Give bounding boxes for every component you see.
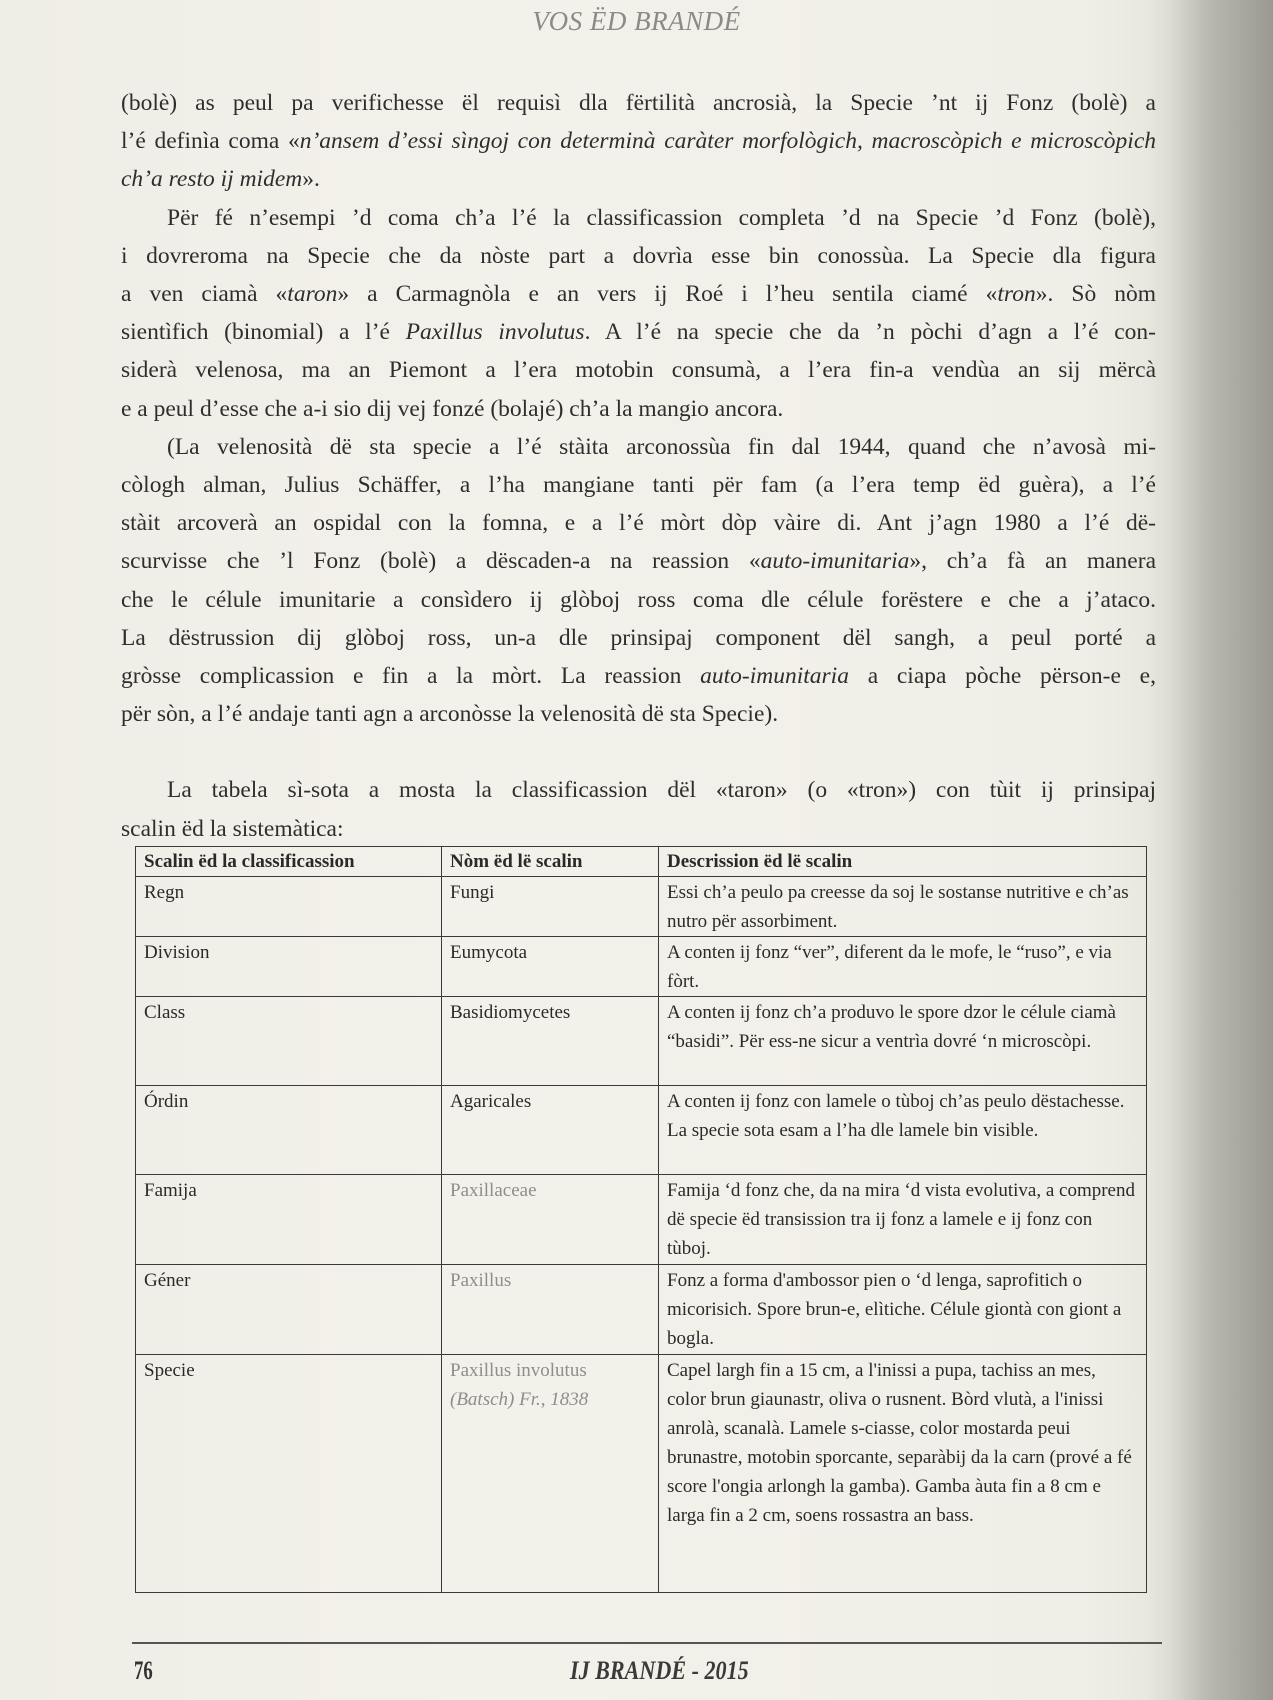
text-line: La tabela sì-sota a mosta la classificassion dël «taron» (o «tron») con tùit ij prinsipaj	[167, 777, 1156, 804]
definition-quote: n’ansem d’essi sìngoj con determinà caràter morfològich, macroscòpich e microscòpich	[299, 128, 1157, 155]
paragraph-3	[121, 428, 1156, 734]
running-head: VOS ËD BRANDÉ	[532, 6, 741, 36]
common-name-tron: tron	[997, 281, 1036, 308]
table-row	[136, 937, 1147, 997]
text-line: scalin ëd la sistemàtica:	[121, 815, 344, 842]
description-cell: Essi ch’a peulo pa creesse da soj le sostanse nutritive e ch’as nutro për assorbiment.	[659, 877, 1147, 937]
table-row	[136, 1355, 1147, 1593]
name-cell: Paxillaceae	[442, 1175, 659, 1265]
table-row	[136, 1086, 1147, 1175]
table-header-row	[136, 847, 1147, 877]
column-header-description: Descrission ëd lë scalin	[659, 847, 1147, 877]
description-cell: Famija ‘d fonz che, da na mira ‘d vista evolutiva, a comprend dë specie ëd transission tra ij fonz a lamele e ij fonz con tùboj.	[659, 1175, 1147, 1265]
table-row	[136, 1175, 1147, 1265]
name-cell	[442, 1355, 659, 1593]
common-name-taron: taron	[287, 281, 338, 308]
table-row	[136, 1265, 1147, 1355]
rank-cell: Specie	[136, 1355, 442, 1593]
text-span: gròsse complicassion e fin a la mòrt. La reassion	[121, 663, 701, 690]
species-authority: (Batsch) Fr., 1838	[450, 1389, 589, 1410]
text-line: còlogh alman, Julius Schäffer, a l’ha mangiane tanti për fam (a l’era temp ëd guèra), a l’é	[121, 472, 1156, 499]
name-cell: Basidiomycetes	[442, 997, 659, 1086]
text-line: e a peul d’esse che a-i sio dij vej fonzé (bolajé) ch’a la mangio ancora.	[121, 395, 784, 422]
text-line: i dovreroma na Specie che da nòste part a dovrìa esse bin conossùa. La Specie dla figura	[121, 242, 1156, 269]
text-span: a ven ciamà «	[121, 281, 288, 308]
rank-cell: Class	[136, 997, 442, 1086]
description-cell: A conten ij fonz “ver”, diferent da le mofe, le “ruso”, e via fòrt.	[659, 937, 1147, 997]
footer-rule	[132, 1642, 1162, 1644]
text-line: për sòn, a l’é andaje tanti agn a arconòsse la velenosità dë sta Specie).	[121, 701, 779, 728]
text-line	[121, 657, 1156, 695]
text-line: che le célule imunitarie a consìdero ij glòboj ross coma dle célule forëstere e che a j’ataco.	[121, 586, 1156, 613]
rank-cell: Division	[136, 937, 442, 997]
description-cell: Capel largh fin a 15 cm, a l'inissi a pupa, tachiss an mes, color brun giaunastr, oliva o rusnent. Bòrd vlutà, a l'inissi anrolà, scanalà. Lamele s-ciasse, color mostarda peui brunastre, motobin sporcante, separàbij da la carn (prové a fé score l'ongia arlongh la gamba). Gamba àuta fin a 8 cm e larga fin a 2 cm, soens rossastra an bass.	[659, 1355, 1147, 1593]
classification-table	[135, 846, 1147, 1593]
text-span: a ciapa pòche përson-e e,	[848, 663, 1156, 690]
text-span: ».	[302, 166, 320, 193]
text-line: (bolè) as peul pa verifichesse ël requisì dla fërtilità ancrosià, la Specie ’nt ij Fonz (bolè) a	[121, 90, 1156, 116]
rank-cell: Géner	[136, 1265, 442, 1355]
column-header-name: Nòm ëd lë scalin	[442, 847, 659, 877]
table-row	[136, 877, 1147, 937]
paragraph-1	[121, 84, 1156, 199]
paragraph-4	[121, 771, 1156, 847]
name-cell: Agaricales	[442, 1086, 659, 1175]
species-binomial: Paxillus involutus	[450, 1360, 587, 1381]
text-span: » a Carmagnòla e an vers ij Roé i l’heu sentila ciamé «	[337, 281, 998, 308]
text-line: stàit arcoverà an ospidal con la fomna, e a l’é mòrt dòp vàire di. Ant j’agn 1980 a l’é dë-	[121, 510, 1156, 537]
body-text	[121, 84, 1156, 848]
definition-quote-end: ch’a resto ij midem	[121, 166, 303, 193]
text-line	[121, 122, 1156, 160]
description-cell: Fonz a forma d'ambossor pien o ‘d lenga, saprofitich o micorisich. Spore brun-e, elìtiche. Célule giontà con giont a bogla.	[659, 1265, 1147, 1355]
text-span: sientìfich (binomial) a l’é	[121, 319, 406, 346]
description-cell: A conten ij fonz ch’a produvo le spore dzor le célule ciamà “basidi”. Për ess-ne sicur a ventrìa dovré ‘n microscòpi.	[659, 997, 1147, 1086]
rank-cell: Famija	[136, 1175, 442, 1265]
rank-cell: Órdin	[136, 1086, 442, 1175]
name-cell: Fungi	[442, 877, 659, 937]
text-line: Për fé n’esempi ’d coma ch’a l’é la classificassion completa ’d na Specie ’d Fonz (bolè),	[167, 204, 1156, 231]
text-span: ». Sò nòm	[1035, 281, 1156, 308]
text-span: l’é definìa coma «	[121, 128, 300, 155]
name-cell: Eumycota	[442, 937, 659, 997]
text-span: . A l’é na specie che da ’n pòchi d’agn a l’é con-	[584, 319, 1156, 346]
italic-term: auto-imunitaria	[760, 548, 910, 575]
italic-term: auto-imunitaria	[700, 663, 849, 690]
text-span: scurvisse che ’l Fonz (bolè) a dëscaden-a na reassion «	[121, 548, 761, 575]
rank-cell: Regn	[136, 877, 442, 937]
text-line	[121, 160, 1156, 198]
description-cell: A conten ij fonz con lamele o tùboj ch’as peulo dëstachesse. La specie sota esam a l’ha dle lamele bin visible.	[659, 1086, 1147, 1175]
table-row	[136, 997, 1147, 1086]
text-line: siderà velenosa, ma an Piemont a l’era motobin consumà, a l’era fin-a vendùa an sij mërcà	[121, 357, 1156, 384]
paragraph-2	[121, 199, 1156, 428]
page-number: 76	[134, 1656, 153, 1685]
text-line: (La velenosità dë sta specie a l’é stàita arconossùa fin dal 1944, quand che n’avosà mi-	[167, 433, 1156, 460]
text-line	[121, 275, 1156, 313]
footer-title: IJ BRANDÉ - 2015	[570, 1656, 749, 1685]
text-line	[121, 542, 1156, 580]
column-header-rank: Scalin ëd la classificassion	[136, 847, 442, 877]
text-line	[121, 313, 1156, 351]
text-line: La dëstrussion dij glòboj ross, un-a dle prinsipaj component dël sangh, a peul porté a	[121, 624, 1156, 651]
text-span: », ch’a fà an manera	[909, 548, 1156, 575]
species-name: Paxillus involutus	[405, 319, 585, 346]
name-cell: Paxillus	[442, 1265, 659, 1355]
